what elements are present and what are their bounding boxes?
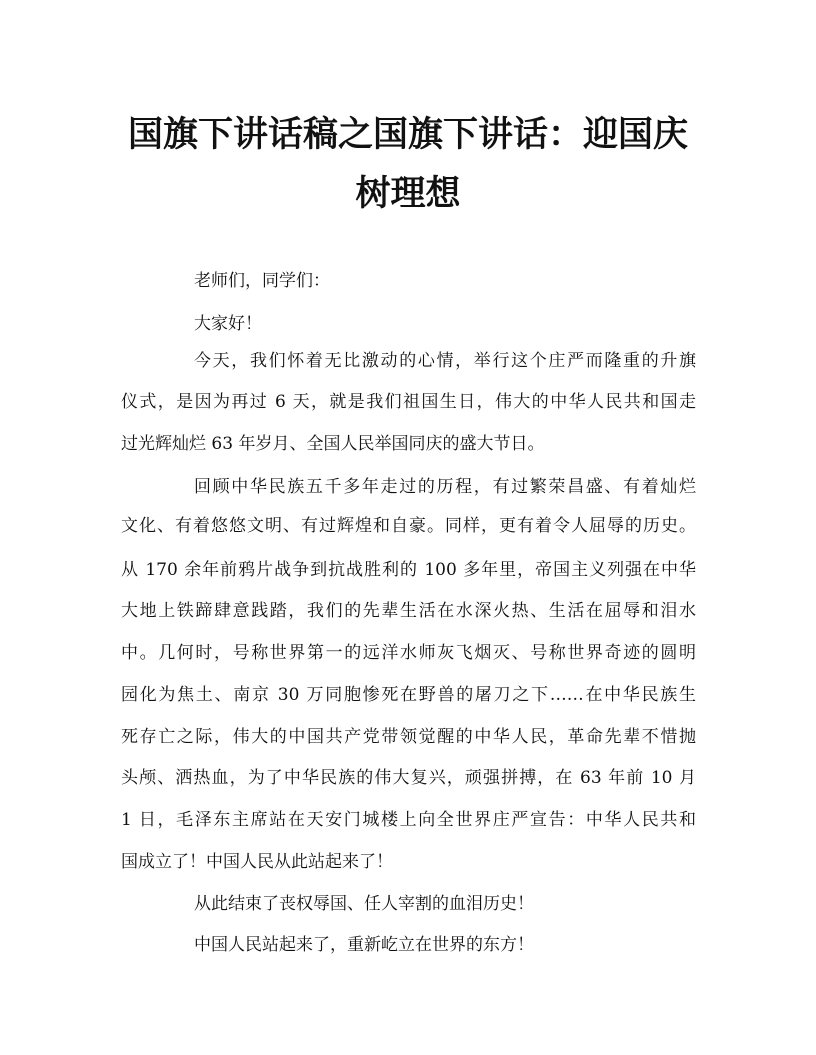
paragraph-2-line-5: 中。几何时，号称世界第一的远洋水师灰飞烟灭、号称世界奇迹的圆明: [121, 643, 696, 663]
paragraph-1-line-1: 今天，我们怀着无比激动的心情，举行这个庄严而隆重的升旗: [194, 351, 696, 371]
document-title-line-2: 树理想: [355, 173, 461, 214]
paragraph-2-line-9: 1 日，毛泽东主席站在天安门城楼上向全世界庄严宣告：中华人民共和: [121, 810, 696, 830]
paragraph-2-line-1: 回顾中华民族五千多年走过的历程，有过繁荣昌盛、有着灿烂: [194, 477, 696, 497]
paragraph-1-line-2: 仪式，是因为再过 6 天，就是我们祖国生日，伟大的中华人民共和国走: [121, 392, 696, 412]
paragraph-3-line-1: 从此结束了丧权辱国、任人宰割的血泪历史！: [194, 894, 534, 914]
paragraph-2-line-3: 从 170 余年前鸦片战争到抗战胜利的 100 多年里，帝国主义列强在中华: [121, 560, 696, 580]
paragraph-2-line-8: 头颅、洒热血，为了中华民族的伟大复兴，顽强拼搏，在 63 年前 10 月: [121, 768, 696, 788]
paragraph-2-line-2: 文化、有着悠悠文明、有过辉煌和自豪。同样，更有着令人屈辱的历史。: [121, 516, 696, 536]
paragraph-2-line-7: 死存亡之际，伟大的中国共产党带领觉醒的中华人民，革命先辈不惜抛: [121, 727, 696, 747]
greeting-line: 大家好！: [194, 314, 262, 334]
paragraph-1-line-3: 过光辉灿烂 63 年岁月、全国人民举国同庆的盛大节日。: [121, 434, 545, 454]
salutation-line: 老师们，同学们：: [194, 271, 330, 291]
paragraph-2-line-10: 国成立了！中国人民从此站起来了！: [121, 852, 393, 872]
paragraph-4-line-1: 中国人民站起来了，重新屹立在世界的东方！: [194, 935, 534, 955]
paragraph-2-line-4: 大地上铁蹄肆意践踏，我们的先辈生活在水深火热、生活在屈辱和泪水: [121, 601, 696, 621]
document-title-line-1: 国旗下讲话稿之国旗下讲话：迎国庆: [127, 114, 688, 155]
paragraph-2-line-6: 园化为焦土、南京 30 万同胞惨死在野兽的屠刀之下……在中华民族生: [121, 685, 696, 705]
